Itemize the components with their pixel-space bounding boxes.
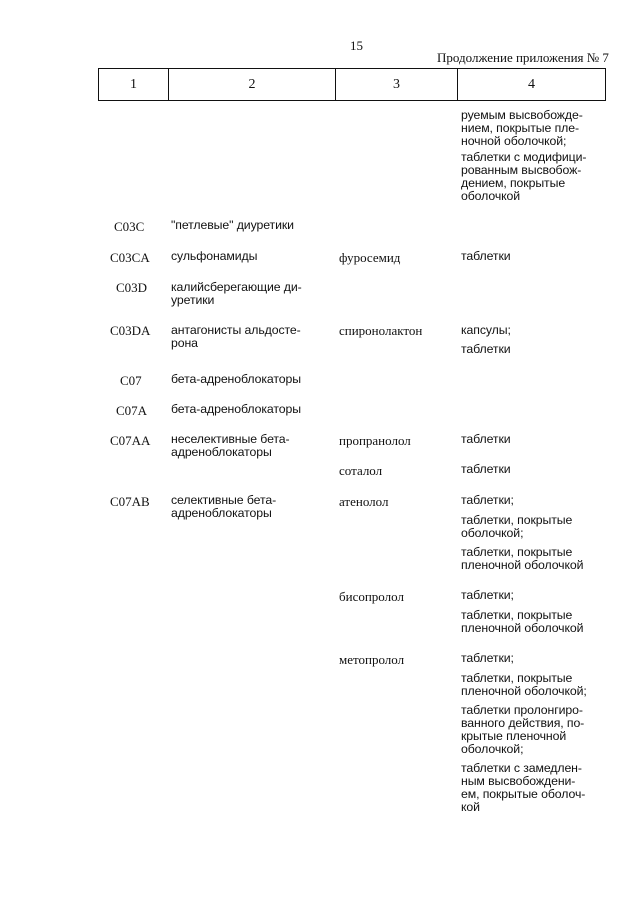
dosage-form — [461, 546, 583, 572]
dosage-form-line: таблетки пролонгиро- — [461, 703, 583, 717]
atc-group — [171, 494, 276, 520]
atc-group — [171, 250, 257, 263]
dosage-form-line: оболочкой — [461, 189, 521, 203]
drug-name: пропранолол — [339, 433, 411, 448]
atc-group-line: адреноблокаторы — [171, 506, 272, 520]
dosage-form — [461, 704, 584, 756]
atc-code: C03CA — [110, 250, 150, 265]
dosage-form — [461, 762, 585, 814]
dosage-form-line: таблетки, покрытые — [461, 671, 573, 685]
dosage-form-line: крытые пленочной — [461, 729, 567, 743]
dosage-form — [461, 151, 586, 203]
atc-group — [171, 219, 294, 232]
dosage-form-line: ным высвобождени- — [461, 774, 576, 788]
dosage-form-line: руемым высвобожде- — [461, 108, 583, 122]
atc-code: C07AA — [110, 433, 151, 448]
dosage-form-line: оболочкой; — [461, 526, 524, 540]
atc-group-line: уретики — [171, 293, 215, 307]
atc-group — [171, 403, 301, 416]
atc-code: C07AB — [110, 494, 150, 509]
dosage-form-line: таблетки, покрытые — [461, 608, 573, 622]
dosage-form-line: капсулы; — [461, 323, 511, 337]
dosage-form — [461, 609, 583, 635]
dosage-form — [461, 652, 514, 665]
page-number: 15 — [350, 38, 363, 53]
atc-group-line: бета-адреноблокаторы — [171, 372, 301, 386]
dosage-form — [461, 672, 587, 698]
dosage-form-line: таблетки; — [461, 493, 514, 507]
atc-code: C03DA — [110, 323, 151, 338]
column-header-1: 1 — [99, 69, 169, 100]
dosage-form — [461, 433, 511, 446]
dosage-form-line: таблетки, покрытые — [461, 513, 573, 527]
dosage-form-line: таблетки — [461, 342, 511, 356]
drug-name: метопролол — [339, 652, 405, 667]
atc-code: C07A — [116, 403, 148, 418]
atc-group-line: калийсберегающие ди- — [171, 280, 302, 294]
drug-name: бисопролол — [339, 589, 404, 604]
dosage-form-line: ем, покрытые оболоч- — [461, 787, 586, 801]
dosage-form — [461, 589, 514, 602]
dosage-form-line: таблетки с замедлен- — [461, 761, 582, 775]
dosage-form — [461, 514, 572, 540]
continuation-title: Продолжение приложения № 7 — [437, 50, 609, 65]
atc-group — [171, 373, 301, 386]
atc-group — [171, 281, 302, 307]
atc-group-line: селективные бета- — [171, 493, 277, 507]
dosage-form-line: ванного действия, по- — [461, 716, 585, 730]
dosage-form — [461, 463, 511, 476]
dosage-form-line: кой — [461, 800, 480, 814]
dosage-form-line: таблетки — [461, 249, 511, 263]
dosage-form-line: таблетки; — [461, 651, 514, 665]
column-header-2: 2 — [169, 69, 336, 100]
column-header-row — [98, 68, 606, 101]
dosage-form-line: оболочкой; — [461, 742, 524, 756]
atc-group — [171, 433, 290, 459]
drug-name: атенолол — [339, 494, 389, 509]
dosage-form-line: таблетки — [461, 462, 511, 476]
dosage-form-line: пленочной оболочкой; — [461, 684, 587, 698]
dosage-form-line: таблетки; — [461, 588, 514, 602]
drug-name: соталол — [339, 463, 383, 478]
dosage-form-line: рованным высвобож- — [461, 163, 582, 177]
atc-group-line: адреноблокаторы — [171, 445, 272, 459]
dosage-form-line: таблетки, покрытые — [461, 545, 573, 559]
drug-name: фуросемид — [339, 250, 401, 265]
atc-group-line: антагонисты альдосте- — [171, 323, 301, 337]
atc-code: C07 — [120, 373, 142, 388]
atc-group — [171, 324, 301, 350]
dosage-form-line: таблетки с модифици- — [461, 150, 587, 164]
atc-code: C03C — [114, 219, 145, 234]
dosage-form-line: нием, покрытые пле- — [461, 121, 579, 135]
atc-group-line: рона — [171, 336, 198, 350]
dosage-form-continued — [461, 109, 583, 148]
atc-code: C03D — [116, 280, 148, 295]
dosage-form — [461, 343, 511, 356]
column-header-3: 3 — [336, 69, 458, 100]
dosage-form-line: пленочной оболочкой — [461, 558, 584, 572]
dosage-form-line: таблетки — [461, 432, 511, 446]
dosage-form-line: пленочной оболочкой — [461, 621, 584, 635]
atc-group-line: "петлевые" диуретики — [171, 218, 294, 232]
dosage-form-line: ночной оболочкой; — [461, 134, 567, 148]
atc-group-line: неселективные бета- — [171, 432, 290, 446]
column-header-4: 4 — [528, 76, 535, 92]
dosage-form — [461, 324, 511, 337]
atc-group-line: бета-адреноблокаторы — [171, 402, 301, 416]
atc-group-line: сульфонамиды — [171, 249, 258, 263]
dosage-form-line: дением, покрытые — [461, 176, 566, 190]
drug-name: спиронолактон — [339, 323, 423, 338]
dosage-form — [461, 494, 514, 507]
dosage-form — [461, 250, 511, 263]
